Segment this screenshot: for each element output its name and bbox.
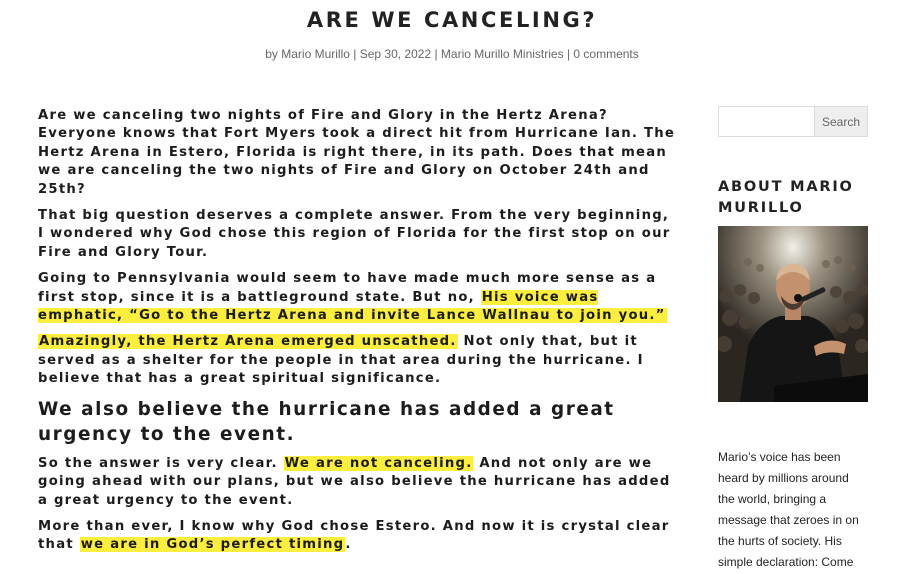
paragraph-text: And not only are we going ahead with our plans, but we also believe the hurricane has added a great urgency to the event. <box>38 455 671 508</box>
paragraph-4 <box>38 333 678 388</box>
paragraph-3 <box>38 270 678 325</box>
author-bio: Mario’s voice has been heard by millions around the world, bringing a message that zeroes in on the hurts of society. His simple declaration: Come <box>718 450 859 569</box>
paragraph-text: So the answer is very clear. <box>38 455 284 471</box>
highlighted-text: we are in God’s perfect timing <box>80 537 345 553</box>
comments-link[interactable]: 0 comments <box>573 47 639 61</box>
meta-separator: | <box>349 47 360 61</box>
author-link[interactable]: by Mario Murillo <box>265 47 350 61</box>
paragraph-text: Going to Pennsylvania would seem to have made much more sense as a first stop, since it is a battleground state. But no, <box>38 271 657 305</box>
paragraph-6 <box>38 518 678 555</box>
meta-separator: | <box>563 47 574 61</box>
post-content <box>38 107 678 563</box>
paragraph-2: That big question deserves a complete answer. From the very beginning, I wondered why God chose this region of Florida for the first stop on our Fire and Glory Tour. <box>38 208 671 260</box>
mario-murillo-photo <box>718 226 868 402</box>
search-input[interactable] <box>718 106 814 137</box>
highlighted-text: Amazingly, the Hertz Arena emerged unscathed. <box>39 334 457 350</box>
content-subheading: We also believe the hurricane has added a great urgency to the event. <box>38 398 615 445</box>
about-widget-title: ABOUT MARIO MURILLO <box>718 179 854 216</box>
paragraph-text: . <box>345 537 352 553</box>
preacher-photo-illustration <box>718 226 868 402</box>
post-date: Sep 30, 2022 <box>359 47 432 61</box>
meta-separator: | <box>431 47 441 61</box>
paragraph-5 <box>38 455 678 510</box>
post-meta <box>0 47 900 61</box>
page-title: ARE WE CANCELING? <box>306 8 598 32</box>
highlighted-text: His voice was emphatic, “Go to the Hertz Arena and invite Lance Wallnau to join you.” <box>38 289 666 324</box>
search-button[interactable]: Search <box>814 106 868 137</box>
paragraph-1: Are we canceling two nights of Fire and Glory in the Hertz Arena? Everyone knows that Fort Myers took a direct hit from Hurricane Ian. The Hertz Arena in Estero, Florida is right there, in its path. Does that mean we are canceling the two nights of Fire and Glory on October 24th and 25th? <box>38 108 676 197</box>
category-link[interactable]: Mario Murillo Ministries <box>440 47 564 61</box>
highlighted-text: We are not canceling. <box>284 455 473 471</box>
paragraph-text: Not only that, but it served as a shelter for the people in that area during the hurricane. I believe that has a great spiritual significance. <box>38 334 644 387</box>
paragraph-text: More than ever, I know why God chose Estero. And now it is crystal clear that <box>38 518 670 553</box>
